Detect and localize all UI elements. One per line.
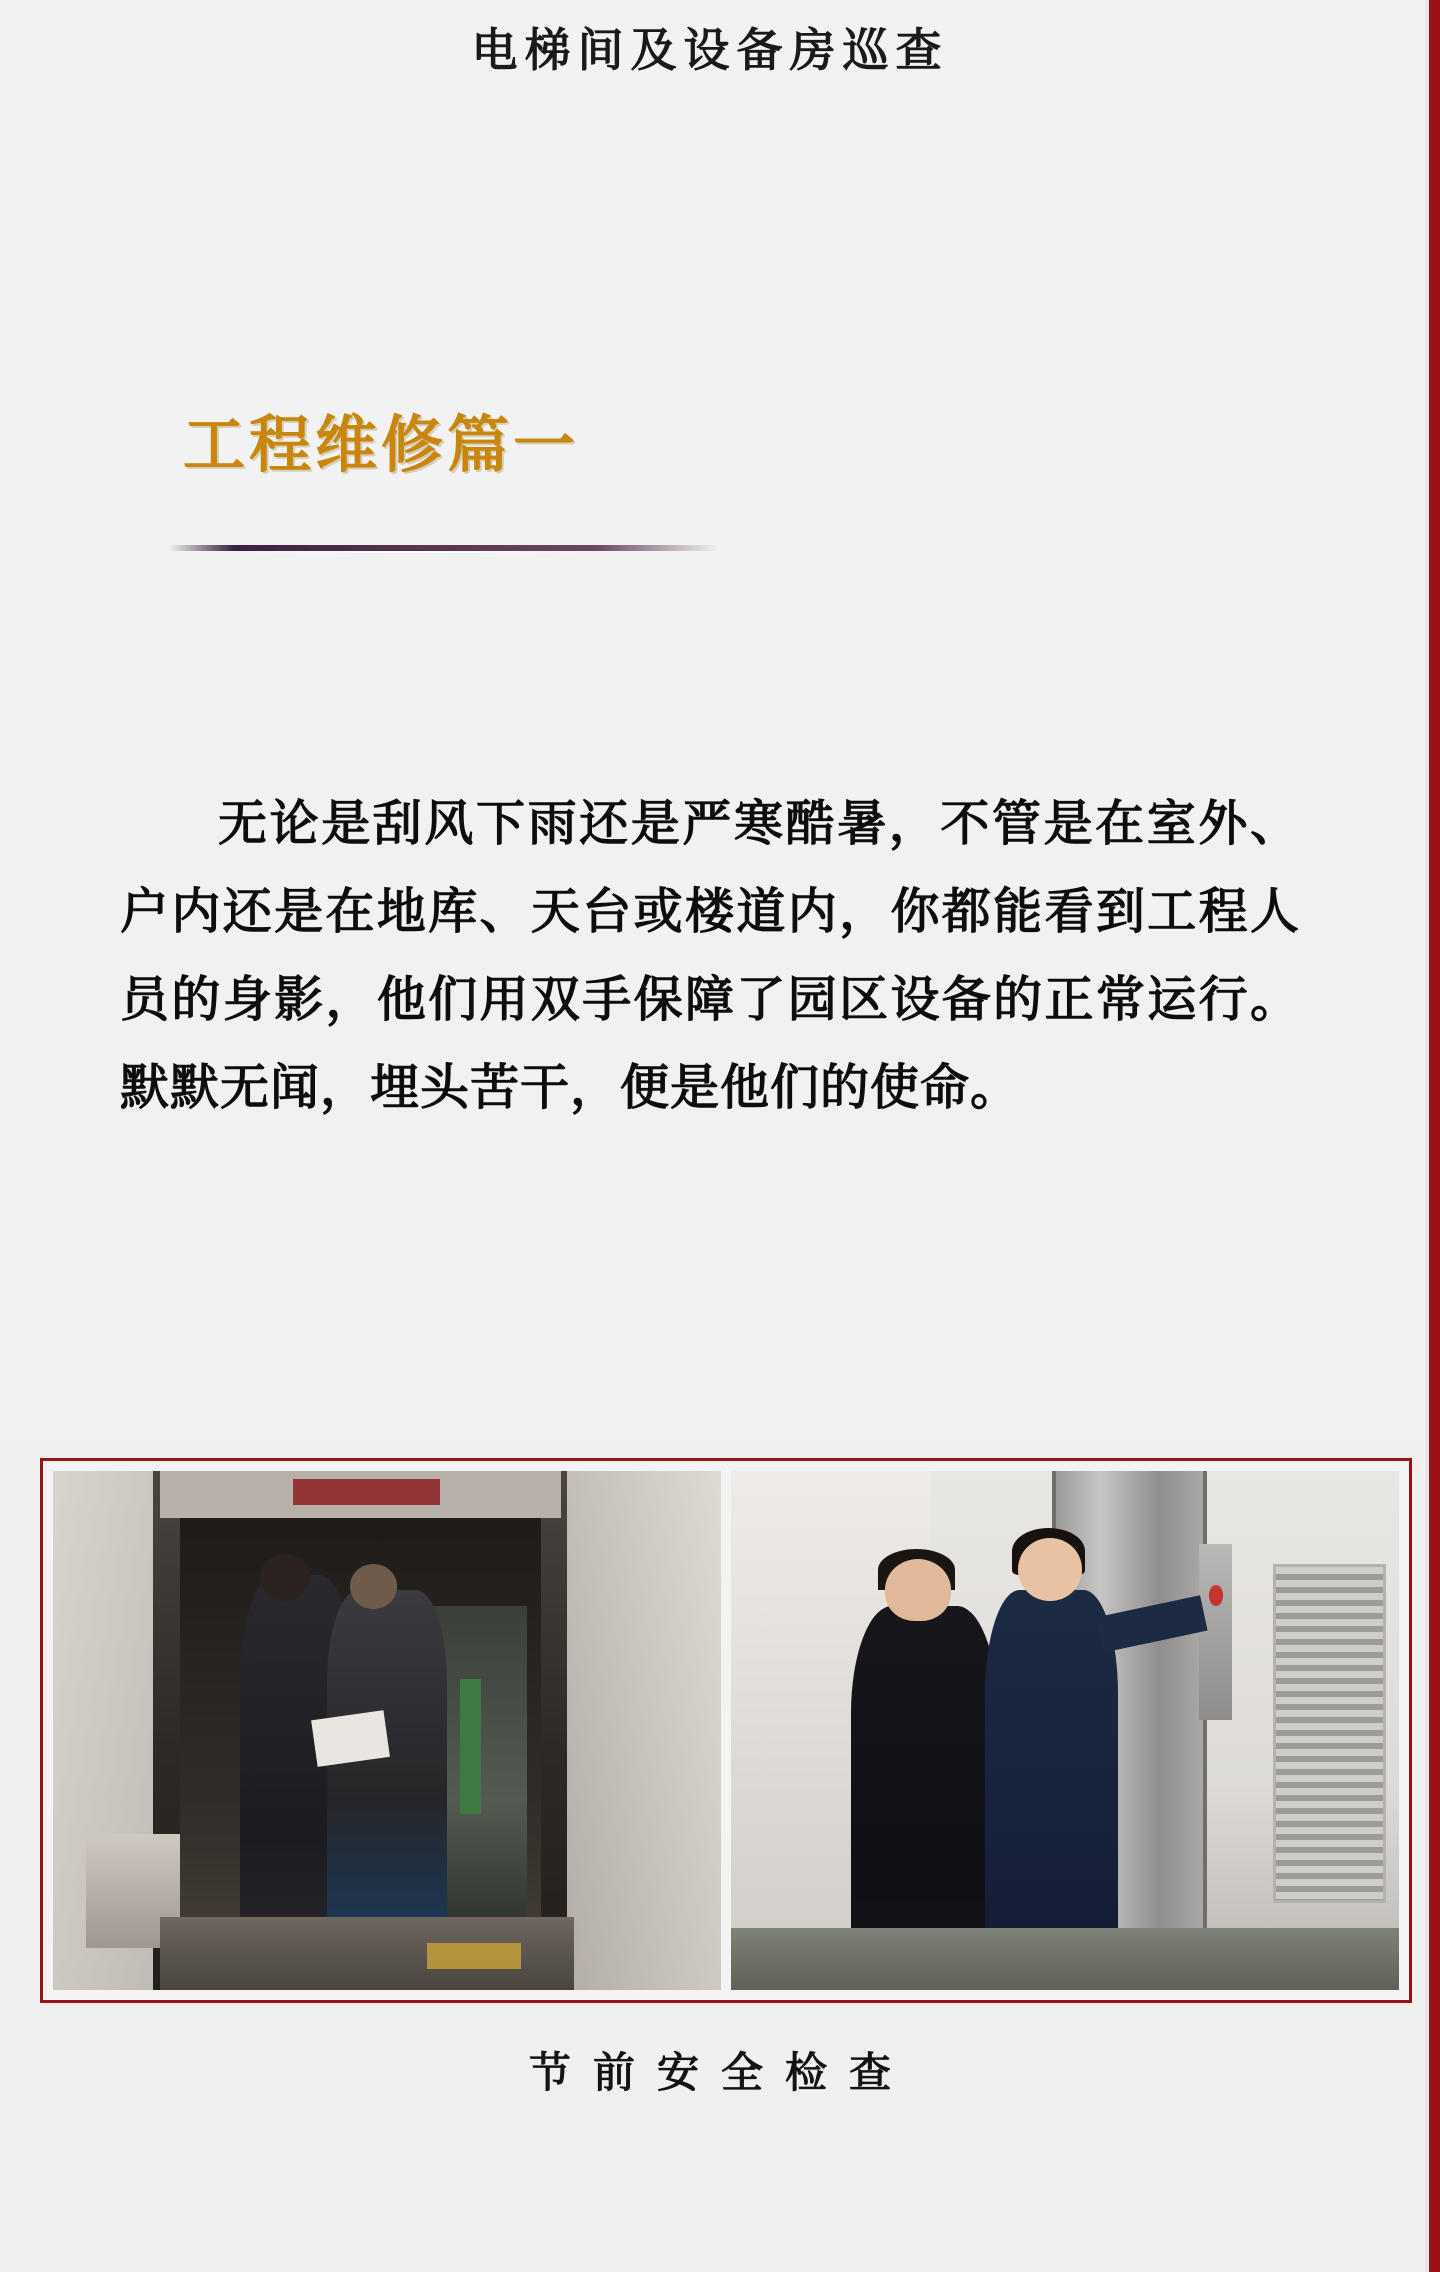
photo-elevator-machine-room: [53, 1471, 721, 1990]
photo1-green-pipe: [460, 1679, 480, 1814]
photo2-floor: [731, 1928, 1399, 1990]
body-paragraph: 无论是刮风下雨还是严寒酷暑，不管是在室外、户内还是在地库、天台或楼道内，你都能看到工程人员的身影，他们用双手保障了园区设备的正常运行。默默无闻，埋头苦干，便是他们的使命。: [120, 795, 1300, 1116]
photo1-wall-right: [561, 1471, 721, 1990]
photo1-floor-marking: [427, 1943, 521, 1969]
photo2-call-button: [1209, 1585, 1224, 1606]
photo2-vent-grill: [1273, 1564, 1386, 1902]
photo-row: [53, 1471, 1399, 1990]
photo2-person-left-head: [885, 1559, 952, 1621]
photo1-machine: [434, 1606, 528, 1928]
photo-caption: 节前安全检查: [528, 2048, 913, 2097]
page-title: 电梯间及设备房巡查: [471, 23, 949, 77]
photo2-person-right-head: [1018, 1538, 1081, 1600]
photo1-red-sign: [293, 1479, 440, 1505]
section-heading: 工程维修篇一: [183, 408, 580, 481]
right-edge-strip: [1429, 0, 1440, 2272]
photo2-call-panel: [1199, 1544, 1232, 1720]
photo1-person-left-head: [260, 1554, 310, 1601]
photo-elevator-lobby: [731, 1471, 1399, 1990]
heading-divider: [168, 545, 718, 551]
photo1-checklist-paper: [311, 1710, 390, 1766]
photo-gallery: [40, 1458, 1412, 2003]
photo1-person-right-head: [350, 1564, 397, 1608]
photo1-person-right: [327, 1590, 447, 1943]
